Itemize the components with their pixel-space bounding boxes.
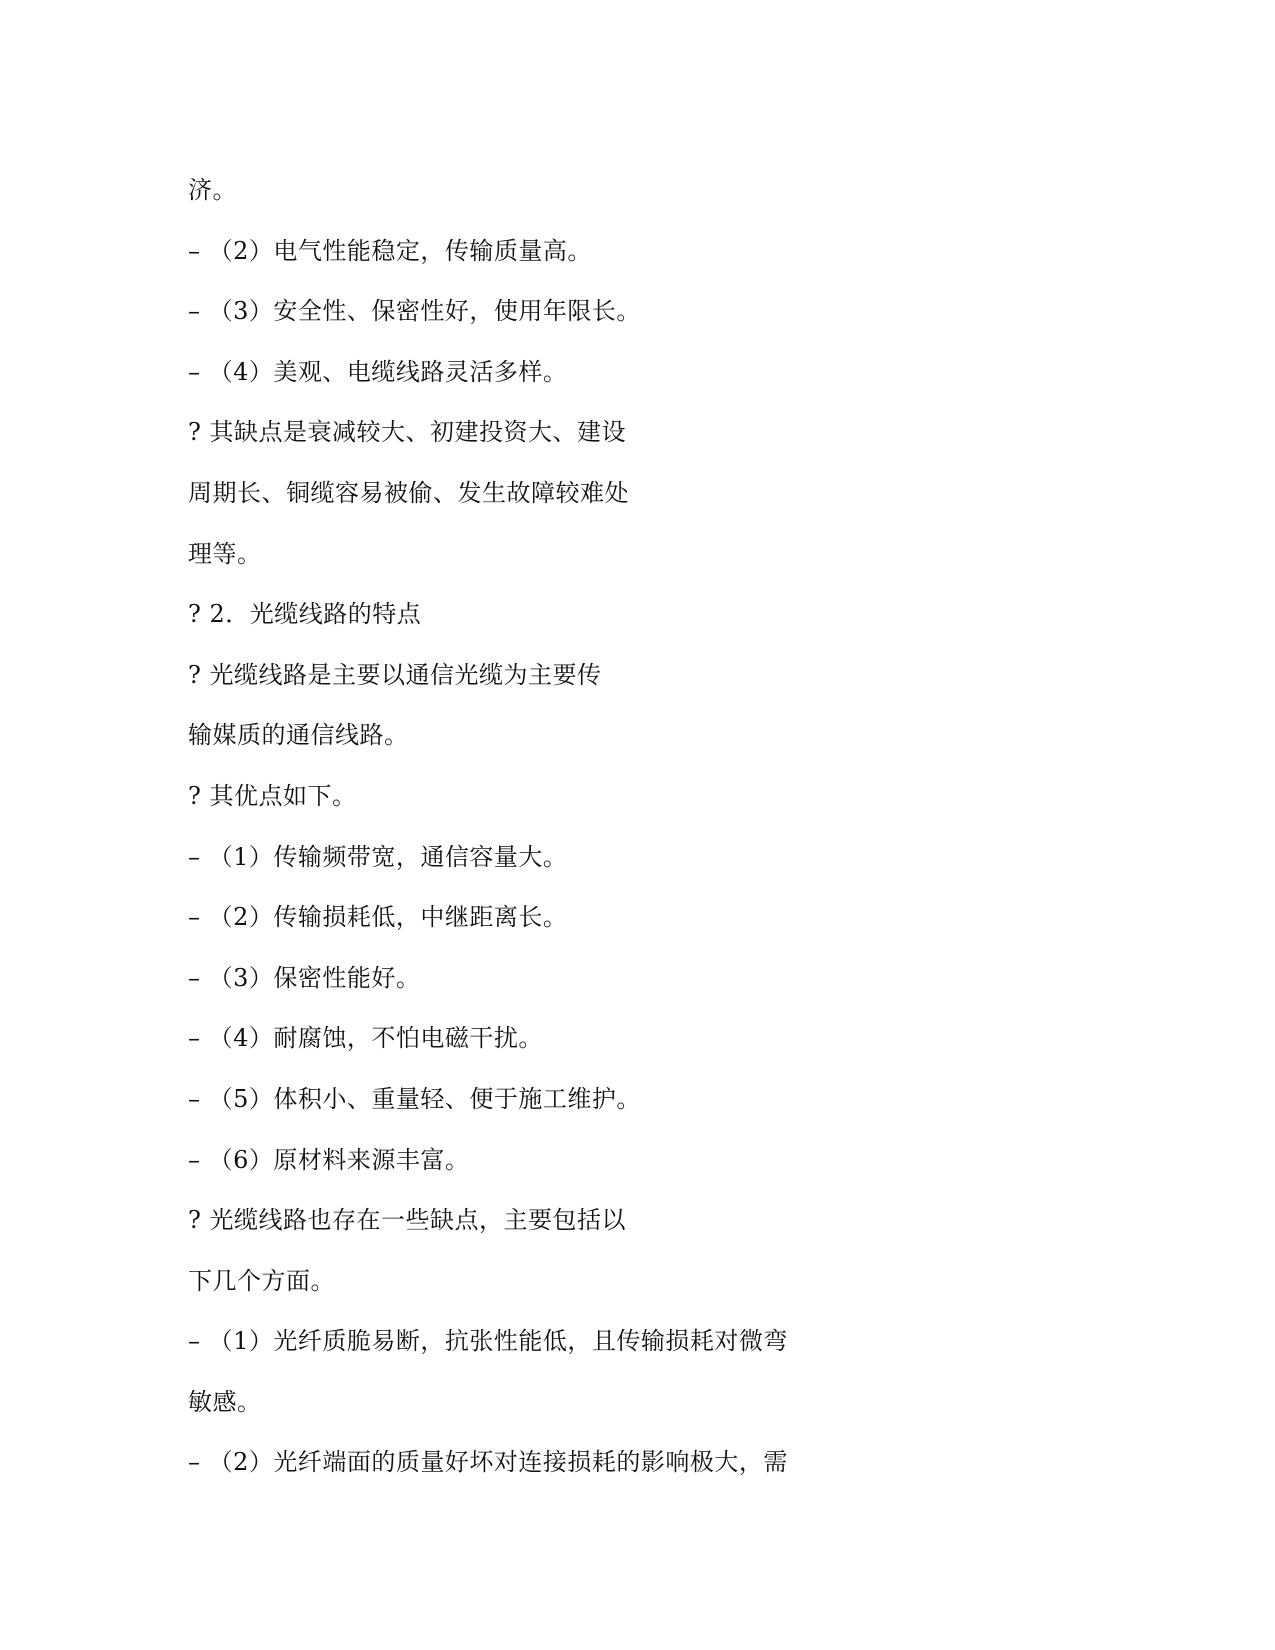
text-line: 敏感。 <box>188 1387 262 1416</box>
text-line: 周期长、铜缆容易被偷、发生故障较难处 <box>188 478 629 507</box>
body-text <box>188 172 1088 1505</box>
text-line: ? 光缆线路也存在一些缺点，主要包括以 <box>188 1206 626 1235</box>
text-line: ? 其缺点是衰减较大、初建投资大、建设 <box>188 418 626 447</box>
text-line: 下几个方面。 <box>188 1266 335 1295</box>
text-line: – （2）光纤端面的质量好坏对连接损耗的影响极大，需 <box>188 1448 788 1477</box>
text-line: ? 其优点如下。 <box>188 781 357 810</box>
text-line: – （3）安全性、保密性好，使用年限长。 <box>188 297 641 326</box>
text-line: – （4）美观、电缆线路灵活多样。 <box>188 357 568 386</box>
text-line: – （1）光纤质脆易断，抗张性能低，且传输损耗对微弯 <box>188 1327 788 1356</box>
text-line: – （6）原材料来源丰富。 <box>188 1145 470 1174</box>
text-line: 输媒质的通信线路。 <box>188 721 409 750</box>
text-line: – （3）保密性能好。 <box>188 963 421 992</box>
text-line: 理等。 <box>188 539 262 568</box>
text-line: – （5）体积小、重量轻、便于施工维护。 <box>188 1084 641 1113</box>
text-line: – （2）传输损耗低，中继距离长。 <box>188 903 568 932</box>
section-heading: ? 2．光缆线路的特点 <box>188 600 422 629</box>
text-line: – （1）传输频带宽，通信容量大。 <box>188 842 568 871</box>
text-line: – （2）电气性能稳定，传输质量高。 <box>188 236 592 265</box>
text-line: 济。 <box>188 176 237 204</box>
text-line: – （4）耐腐蚀，不怕电磁干扰。 <box>188 1024 543 1053</box>
text-line: ? 光缆线路是主要以通信光缆为主要传 <box>188 660 602 689</box>
